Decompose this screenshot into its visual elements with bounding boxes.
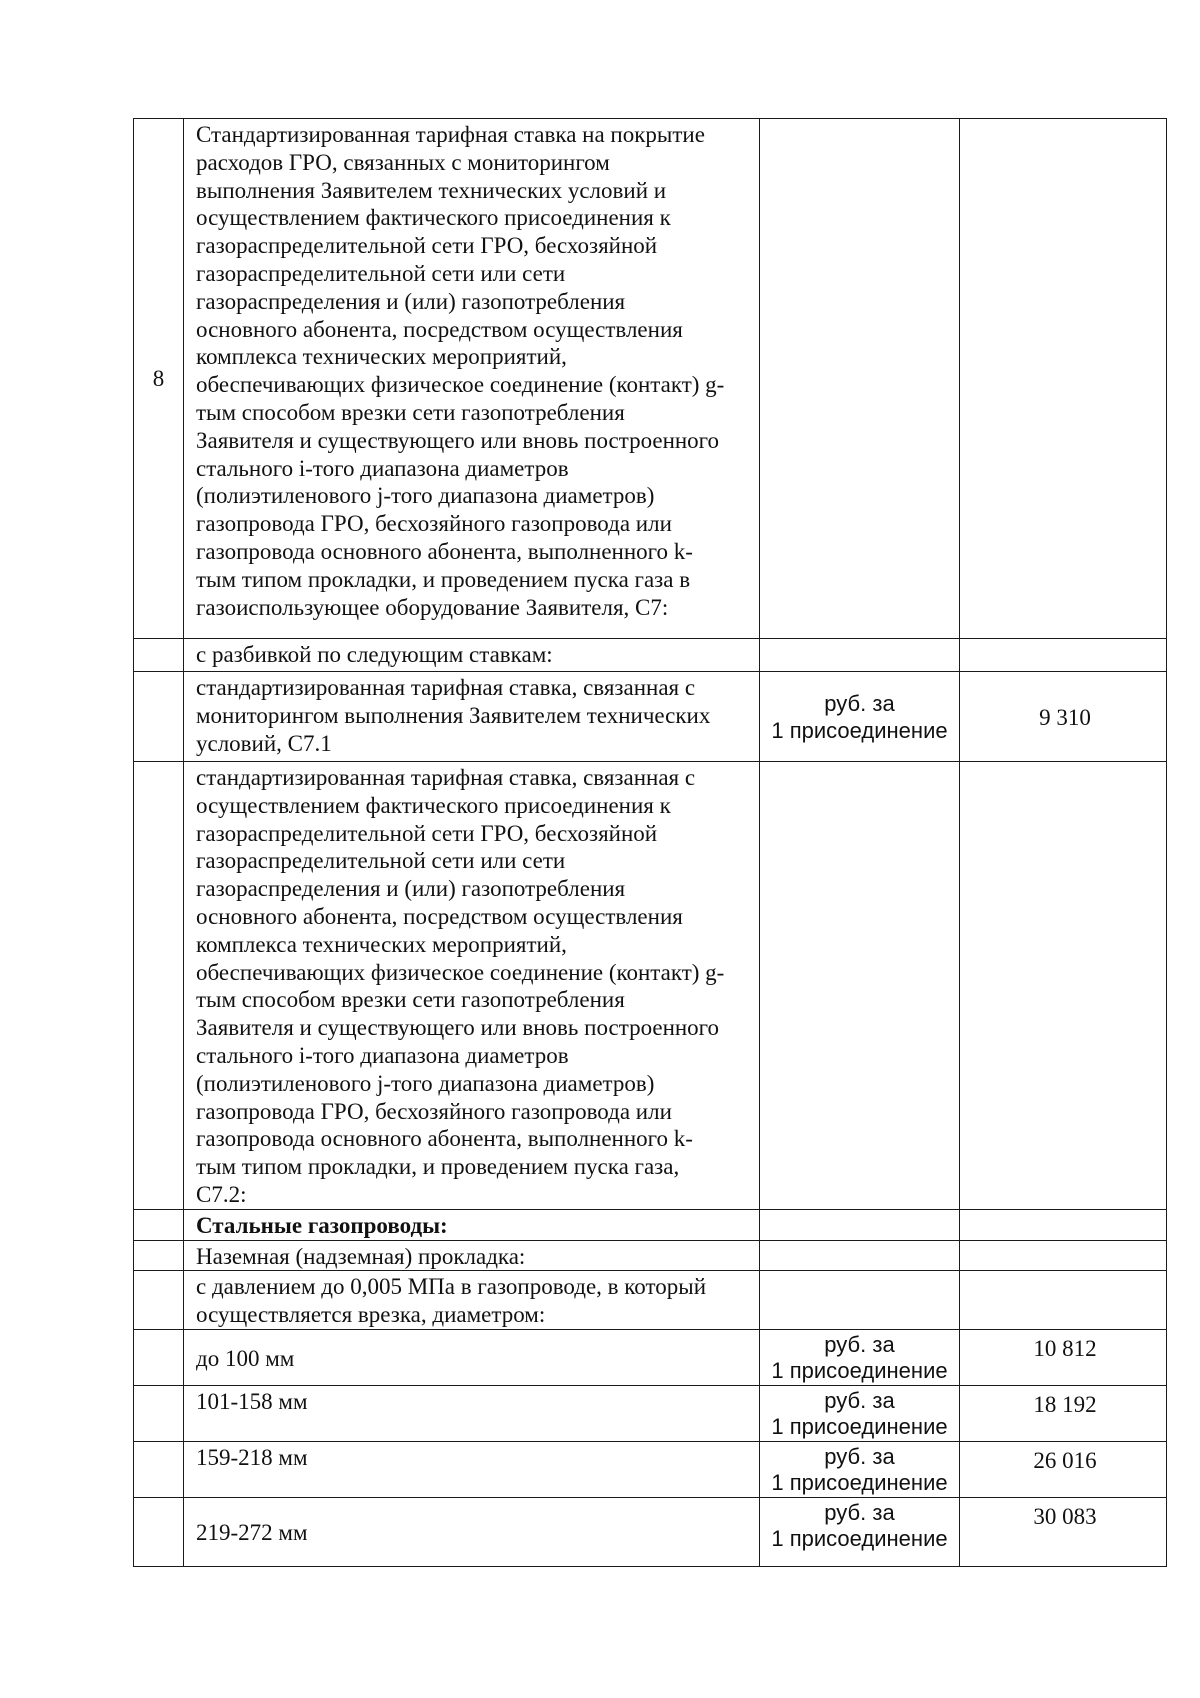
num-cell: [134, 1385, 184, 1441]
num-cell: [134, 1209, 184, 1240]
row-ground: [134, 1240, 1167, 1271]
unit-cell: [760, 1441, 960, 1497]
diameter-value: 18 192: [960, 1385, 1167, 1441]
num-cell: [134, 1497, 184, 1566]
row-breakdown: [134, 639, 1167, 672]
unit-cell: [760, 119, 960, 639]
unit-line: 1 присоединение: [771, 1414, 948, 1440]
diameter-label: до 100 мм: [184, 1329, 760, 1385]
text-line: осуществлением фактического присоединения к: [196, 205, 671, 231]
text-line: осуществлением фактического присоединения к: [196, 792, 671, 818]
unit-line: руб. за: [824, 1387, 895, 1413]
steel-heading: Стальные газопроводы:: [184, 1209, 760, 1240]
num-cell: [134, 762, 184, 1210]
unit-cell: [760, 1329, 960, 1385]
text-line: условий, С7.1: [196, 730, 332, 756]
unit-line: 1 присоединение: [771, 1470, 948, 1496]
unit-line: руб. за: [824, 1331, 895, 1357]
text-line: тым способом врезки сети газопотребления: [196, 399, 625, 425]
unit-cell: [760, 639, 960, 672]
tariff-table: [133, 118, 1167, 1567]
text-line: обеспечивающих физическое соединение (контакт) g-: [196, 372, 725, 398]
text-line: Заявителя и существующего или вновь построенного: [196, 1015, 720, 1041]
breakdown-text: с разбивкой по следующим ставкам:: [184, 639, 760, 672]
num-cell: [134, 1329, 184, 1385]
text-line: тым типом прокладки, и проведением пуска газа в: [196, 566, 691, 592]
text-line: газораспределительной сети или сети: [196, 848, 566, 874]
text-line: Стандартизированная тарифная ставка на покрытие: [196, 122, 705, 147]
unit-cell: [760, 1385, 960, 1441]
diameter-value: 10 812: [960, 1329, 1167, 1385]
text-line: с давлением до 0,005 МПа в газопроводе, в который: [196, 1274, 706, 1300]
text-line: газораспределения и (или) газопотребления: [196, 876, 626, 902]
text-line: тым типом прокладки, и проведением пуска газа,: [196, 1154, 680, 1180]
value-cell: [960, 119, 1167, 639]
text-line: газопровода основного абонента, выполненного k-: [196, 538, 693, 564]
text-line: осуществляется врезка, диаметром:: [196, 1302, 546, 1328]
value-cell: [960, 1240, 1167, 1271]
text-line: газопровода основного абонента, выполненного k-: [196, 1126, 693, 1152]
unit-cell: [760, 1497, 960, 1566]
num-cell: [134, 1271, 184, 1330]
text-line: Заявителя и существующего или вновь построенного: [196, 427, 720, 453]
row-diameter: [134, 1385, 1167, 1441]
text-line: газораспределения и (или) газопотребления: [196, 288, 626, 314]
unit-cell: [760, 762, 960, 1210]
diameter-value: 30 083: [960, 1497, 1167, 1566]
text-line: газоиспользующее оборудование Заявителя, С7:: [196, 594, 669, 620]
num-cell: [134, 672, 184, 762]
unit-cell: [760, 672, 960, 762]
value-cell: [960, 762, 1167, 1210]
pressure-text: [184, 1271, 760, 1330]
c7-1-value: 9 310: [960, 672, 1167, 762]
row-c7-2: [134, 762, 1167, 1210]
num-cell: [134, 1240, 184, 1271]
unit-line: руб. за: [824, 1443, 895, 1469]
row-diameter: [134, 1497, 1167, 1566]
text-line: газораспределительной сети ГРО, бесхозяйной: [196, 233, 658, 259]
text-line: стального i-того диапазона диаметров: [196, 1042, 569, 1068]
value-cell: [960, 1271, 1167, 1330]
diameter-label: 101-158 мм: [184, 1385, 760, 1441]
text-line: С7.2:: [196, 1181, 247, 1207]
c7-description: [184, 119, 760, 639]
text-line: стального i-того диапазона диаметров: [196, 455, 569, 481]
text-line: комплекса технических мероприятий,: [196, 931, 567, 957]
unit-cell: [760, 1271, 960, 1330]
text-line: газопровода ГРО, бесхозяйного газопровода или: [196, 511, 672, 537]
unit-line: руб. за: [824, 1499, 895, 1525]
unit-cell: [760, 1240, 960, 1271]
text-line: газораспределительной сети ГРО, бесхозяйной: [196, 820, 658, 846]
text-line: выполнения Заявителем технических условий и: [196, 177, 667, 203]
text-line: газораспределительной сети или сети: [196, 260, 566, 286]
value-cell: [960, 1209, 1167, 1240]
unit-line: 1 присоединение: [771, 717, 948, 743]
row-diameter: [134, 1329, 1167, 1385]
c7-2-description: [184, 762, 760, 1210]
diameter-value: 26 016: [960, 1441, 1167, 1497]
row-c7: [134, 119, 1167, 639]
diameter-label: 159-218 мм: [184, 1441, 760, 1497]
row-c7-1: [134, 672, 1167, 762]
text-line: обеспечивающих физическое соединение (контакт) g-: [196, 959, 725, 985]
text-line: тым способом врезки сети газопотребления: [196, 987, 625, 1013]
text-line: стандартизированная тарифная ставка, связанная с: [196, 765, 696, 790]
text-line: расходов ГРО, связанных с мониторингом: [196, 149, 610, 175]
num-cell: [134, 639, 184, 672]
diameter-label: 219-272 мм: [184, 1497, 760, 1566]
row-steel: [134, 1209, 1167, 1240]
row-diameter: [134, 1441, 1167, 1497]
unit-line: 1 присоединение: [771, 1526, 948, 1552]
row-pressure: [134, 1271, 1167, 1330]
ground-laying-text: Наземная (надземная) прокладка:: [184, 1240, 760, 1271]
value-cell: [960, 639, 1167, 672]
unit-line: руб. за: [824, 691, 895, 716]
unit-cell: [760, 1209, 960, 1240]
text-line: основного абонента, посредством осуществления: [196, 903, 683, 929]
c7-1-description: [184, 672, 760, 762]
text-line: стандартизированная тарифная ставка, связанная с: [196, 675, 696, 700]
text-line: газопровода ГРО, бесхозяйного газопровода или: [196, 1098, 672, 1124]
text-line: (полиэтиленового j-того диапазона диаметров): [196, 483, 655, 509]
text-line: мониторингом выполнения Заявителем технических: [196, 702, 711, 728]
num-cell: [134, 1441, 184, 1497]
text-line: комплекса технических мероприятий,: [196, 344, 567, 370]
text-line: (полиэтиленового j-того диапазона диаметров): [196, 1070, 655, 1096]
row-number: 8: [134, 119, 184, 639]
unit-line: 1 присоединение: [771, 1358, 948, 1384]
text-line: основного абонента, посредством осуществления: [196, 316, 683, 342]
